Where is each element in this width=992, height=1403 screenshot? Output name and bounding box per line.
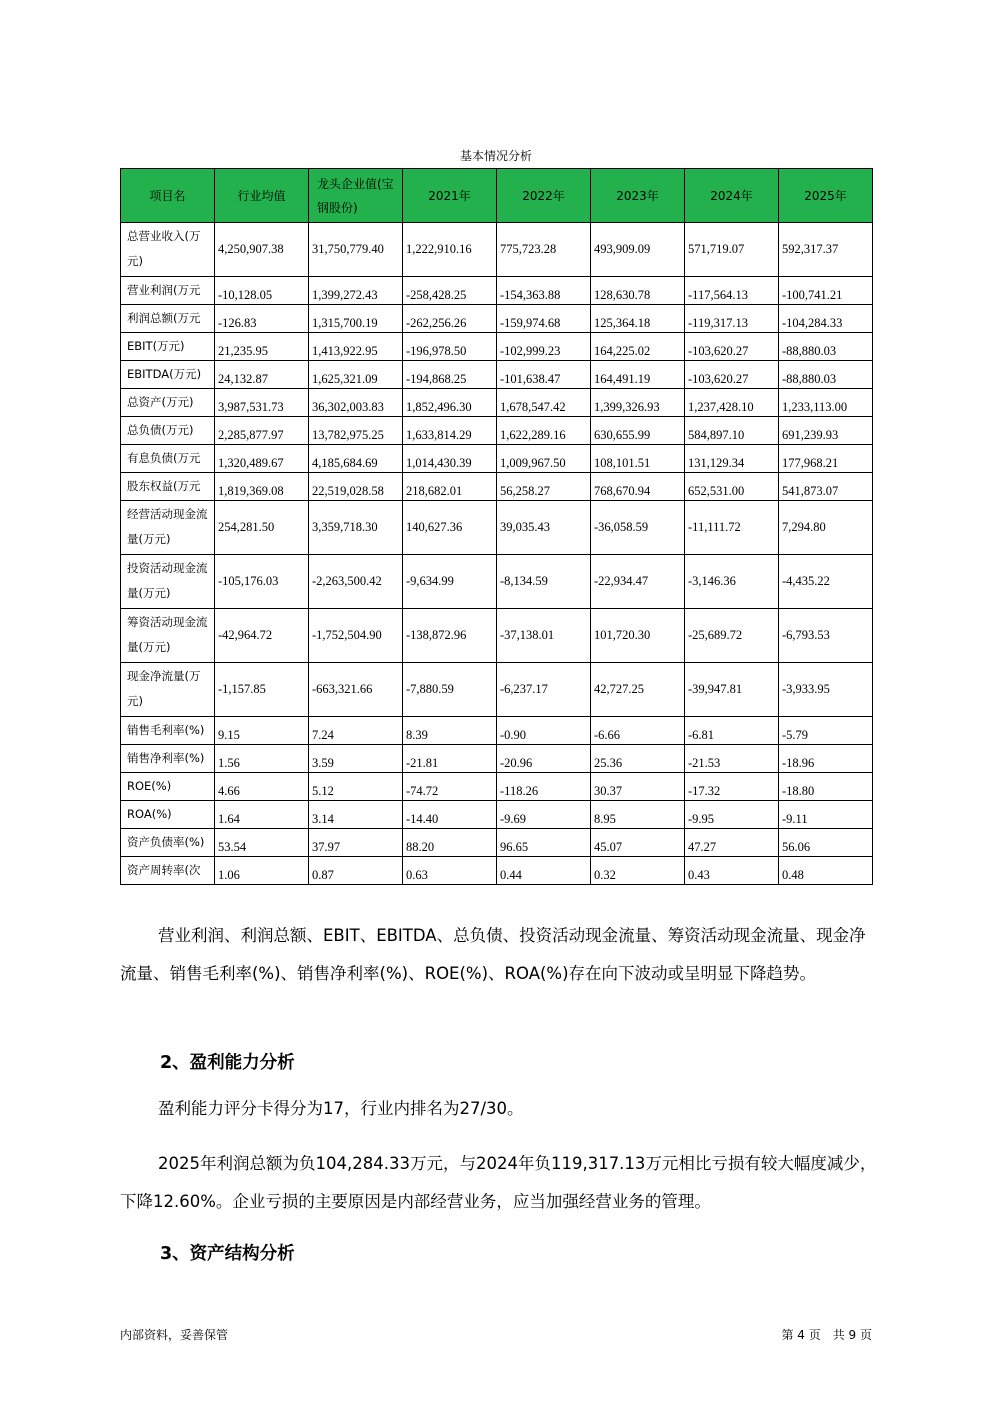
table-cell: 0.87 [309, 857, 403, 885]
table-cell: 1,320,489.67 [215, 445, 309, 473]
row-label: 总负债(万元) [121, 417, 215, 445]
table-header-row [121, 169, 873, 223]
row-label: 投资活动现金流量(万元) [121, 555, 215, 609]
table-cell: 53.54 [215, 829, 309, 857]
heading-asset-structure: 3、资产结构分析 [160, 1244, 295, 1264]
table-row [121, 717, 873, 745]
table-row [121, 333, 873, 361]
table-cell: 1,222,910.16 [403, 223, 497, 277]
table-cell: 9.15 [215, 717, 309, 745]
table-row [121, 417, 873, 445]
table-cell: 24,132.87 [215, 361, 309, 389]
row-label: 现金净流量(万元) [121, 663, 215, 717]
table-cell: -262,256.26 [403, 305, 497, 333]
table-row [121, 361, 873, 389]
table-cell: -104,284.33 [779, 305, 873, 333]
table-cell: -6.81 [685, 717, 779, 745]
row-label: 销售毛利率(%) [121, 717, 215, 745]
table-cell: 164,225.02 [591, 333, 685, 361]
row-label: 筹资活动现金流量(万元) [121, 609, 215, 663]
table-cell: -101,638.47 [497, 361, 591, 389]
table-cell: -138,872.96 [403, 609, 497, 663]
table-cell: -196,978.50 [403, 333, 497, 361]
table-cell: 1,315,700.19 [309, 305, 403, 333]
table-cell: 218,682.01 [403, 473, 497, 501]
table-cell: 584,897.10 [685, 417, 779, 445]
table-cell: -1,752,504.90 [309, 609, 403, 663]
table-cell: -9.69 [497, 801, 591, 829]
table-row [121, 609, 873, 663]
table-cell: -37,138.01 [497, 609, 591, 663]
table-cell: -663,321.66 [309, 663, 403, 717]
table-cell: -21.81 [403, 745, 497, 773]
table-cell: 4,185,684.69 [309, 445, 403, 473]
table-cell: 13,782,975.25 [309, 417, 403, 445]
column-header-0: 项目名 [121, 169, 215, 223]
table-cell: -9.95 [685, 801, 779, 829]
table-cell: 254,281.50 [215, 501, 309, 555]
profit-paragraph [120, 1145, 880, 1221]
table-row [121, 773, 873, 801]
table-cell: -88,880.03 [779, 361, 873, 389]
table-cell: 4,250,907.38 [215, 223, 309, 277]
table-cell: -10,128.05 [215, 277, 309, 305]
table-cell: 2,285,877.97 [215, 417, 309, 445]
column-header-5: 2023年 [591, 169, 685, 223]
row-label: 总营业收入(万元) [121, 223, 215, 277]
table-cell: 0.32 [591, 857, 685, 885]
table-cell: 652,531.00 [685, 473, 779, 501]
column-header-7: 2025年 [779, 169, 873, 223]
table-cell: 1,233,113.00 [779, 389, 873, 417]
table-cell: -18.80 [779, 773, 873, 801]
column-header-3: 2021年 [403, 169, 497, 223]
table-cell: -4,435.22 [779, 555, 873, 609]
row-label: EBIT(万元) [121, 333, 215, 361]
column-header-6: 2024年 [685, 169, 779, 223]
table-cell: 3.59 [309, 745, 403, 773]
table-cell: 1,622,289.16 [497, 417, 591, 445]
table-cell: -8,134.59 [497, 555, 591, 609]
table-cell: 0.43 [685, 857, 779, 885]
trend-paragraph [120, 917, 880, 993]
table-cell: 21,235.95 [215, 333, 309, 361]
table-row [121, 555, 873, 609]
row-label: 销售净利率(%) [121, 745, 215, 773]
table-cell: -154,363.88 [497, 277, 591, 305]
table-cell: -2,263,500.42 [309, 555, 403, 609]
table-cell: -118.26 [497, 773, 591, 801]
table-cell: 1,237,428.10 [685, 389, 779, 417]
table-cell: -159,974.68 [497, 305, 591, 333]
table-cell: 8.95 [591, 801, 685, 829]
table-cell: 1,413,922.95 [309, 333, 403, 361]
table-cell: 1,633,814.29 [403, 417, 497, 445]
table-cell: -7,880.59 [403, 663, 497, 717]
table-cell: 1,625,321.09 [309, 361, 403, 389]
row-label: ROE(%) [121, 773, 215, 801]
table-cell: 0.63 [403, 857, 497, 885]
table-row [121, 305, 873, 333]
table-cell: -25,689.72 [685, 609, 779, 663]
table-cell: 56,258.27 [497, 473, 591, 501]
table-cell: 140,627.36 [403, 501, 497, 555]
table-cell: -14.40 [403, 801, 497, 829]
table-cell: 108,101.51 [591, 445, 685, 473]
table-cell: 1.64 [215, 801, 309, 829]
table-cell: 56.06 [779, 829, 873, 857]
trend-text: 营业利润、利润总额、EBIT、EBITDA、总负债、投资活动现金流量、筹资活动现金流量、现金净流量、销售毛利率(%)、销售净利率(%)、ROE(%)、ROA(%)存在向下波动或呈明显下降趋势。 [120, 926, 866, 983]
table-cell: 101,720.30 [591, 609, 685, 663]
table-cell: 592,317.37 [779, 223, 873, 277]
table-cell: 4.66 [215, 773, 309, 801]
table-cell: -9.11 [779, 801, 873, 829]
column-header-4: 2022年 [497, 169, 591, 223]
table-row [121, 445, 873, 473]
table-row [121, 501, 873, 555]
row-label: 有息负债(万元 [121, 445, 215, 473]
table-row [121, 223, 873, 277]
table-cell: 768,670.94 [591, 473, 685, 501]
score-text: 盈利能力评分卡得分为17，行业内排名为27/30。 [158, 1099, 524, 1118]
column-header-1: 行业均值 [215, 169, 309, 223]
row-label: 总资产(万元) [121, 389, 215, 417]
table-cell: 1,819,369.08 [215, 473, 309, 501]
table-cell: 39,035.43 [497, 501, 591, 555]
table-cell: 1,014,430.39 [403, 445, 497, 473]
table-cell: 3.14 [309, 801, 403, 829]
table-cell: -258,428.25 [403, 277, 497, 305]
table-row [121, 745, 873, 773]
table-cell: 128,630.78 [591, 277, 685, 305]
table-cell: -102,999.23 [497, 333, 591, 361]
table-cell: -103,620.27 [685, 333, 779, 361]
table-cell: -3,933.95 [779, 663, 873, 717]
score-paragraph [120, 1090, 880, 1128]
table-cell: -6.66 [591, 717, 685, 745]
footer-page-number: 第 4 页 共 9 页 [781, 1328, 872, 1342]
table-cell: -6,793.53 [779, 609, 873, 663]
row-label: 营业利润(万元 [121, 277, 215, 305]
table-cell: 8.39 [403, 717, 497, 745]
table-cell: 47.27 [685, 829, 779, 857]
table-cell: -17.32 [685, 773, 779, 801]
table-cell: 42,727.25 [591, 663, 685, 717]
row-label: 利润总额(万元 [121, 305, 215, 333]
table-cell: 1,009,967.50 [497, 445, 591, 473]
table-cell: -74.72 [403, 773, 497, 801]
table-cell: -194,868.25 [403, 361, 497, 389]
table-cell: -20.96 [497, 745, 591, 773]
table-cell: 571,719.07 [685, 223, 779, 277]
table-body [121, 223, 873, 885]
table-row [121, 473, 873, 501]
table-cell: 7,294.80 [779, 501, 873, 555]
heading-profitability: 2、盈利能力分析 [160, 1053, 295, 1073]
row-label: 经营活动现金流量(万元) [121, 501, 215, 555]
table-cell: -22,934.47 [591, 555, 685, 609]
table-cell: 36,302,003.83 [309, 389, 403, 417]
table-cell: -39,947.81 [685, 663, 779, 717]
table-cell: -103,620.27 [685, 361, 779, 389]
table-cell: 0.48 [779, 857, 873, 885]
table-cell: 691,239.93 [779, 417, 873, 445]
table-cell: -119,317.13 [685, 305, 779, 333]
row-label: EBITDA(万元) [121, 361, 215, 389]
row-label: 资产负债率(%) [121, 829, 215, 857]
table-cell: 0.44 [497, 857, 591, 885]
basic-analysis-table [120, 168, 873, 885]
table-row [121, 829, 873, 857]
table-cell: 775,723.28 [497, 223, 591, 277]
table-cell: 7.24 [309, 717, 403, 745]
table-cell: -6,237.17 [497, 663, 591, 717]
table-cell: 1,399,326.93 [591, 389, 685, 417]
table-row [121, 389, 873, 417]
table-cell: 1,678,547.42 [497, 389, 591, 417]
table-cell: -18.96 [779, 745, 873, 773]
table-cell: 5.12 [309, 773, 403, 801]
column-header-2: 龙头企业值(宝钢股份) [309, 169, 403, 223]
table-cell: -42,964.72 [215, 609, 309, 663]
table-cell: 25.36 [591, 745, 685, 773]
table-cell: 125,364.18 [591, 305, 685, 333]
table-cell: 31,750,779.40 [309, 223, 403, 277]
table-cell: -100,741.21 [779, 277, 873, 305]
footer-left: 内部资料，妥善保管 [120, 1328, 229, 1342]
table-cell: 630,655.99 [591, 417, 685, 445]
row-label: 股东权益(万元 [121, 473, 215, 501]
table-cell: -105,176.03 [215, 555, 309, 609]
table-cell: 1.56 [215, 745, 309, 773]
table-caption: 基本情况分析 [459, 149, 532, 163]
table-cell: 96.65 [497, 829, 591, 857]
table-cell: -126.83 [215, 305, 309, 333]
table-cell: 22,519,028.58 [309, 473, 403, 501]
table-row [121, 801, 873, 829]
table-cell: -9,634.99 [403, 555, 497, 609]
table-cell: 30.37 [591, 773, 685, 801]
table-row [121, 857, 873, 885]
table-cell: -3,146.36 [685, 555, 779, 609]
table-cell: -21.53 [685, 745, 779, 773]
table-row [121, 277, 873, 305]
table-cell: 1,852,496.30 [403, 389, 497, 417]
table-cell: 164,491.19 [591, 361, 685, 389]
table-cell: 541,873.07 [779, 473, 873, 501]
table-cell: 177,968.21 [779, 445, 873, 473]
table-cell: 1.06 [215, 857, 309, 885]
table-cell: 1,399,272.43 [309, 277, 403, 305]
table-row [121, 663, 873, 717]
table-cell: -88,880.03 [779, 333, 873, 361]
table-cell: -5.79 [779, 717, 873, 745]
table-cell: 493,909.09 [591, 223, 685, 277]
table-cell: 37.97 [309, 829, 403, 857]
table-cell: -11,111.72 [685, 501, 779, 555]
table-cell: 45.07 [591, 829, 685, 857]
table-cell: -36,058.59 [591, 501, 685, 555]
profit-text: 2025年利润总额为负104,284.33万元，与2024年负119,317.13万元相比亏损有较大幅度减少，下降12.60%。企业亏损的主要原因是内部经营业务，应当加强经营业务的管理。 [120, 1154, 877, 1211]
table-cell: 88.20 [403, 829, 497, 857]
table-cell: 131,129.34 [685, 445, 779, 473]
table-cell: -117,564.13 [685, 277, 779, 305]
row-label: ROA(%) [121, 801, 215, 829]
table-cell: -1,157.85 [215, 663, 309, 717]
table-cell: 3,987,531.73 [215, 389, 309, 417]
table-cell: -0.90 [497, 717, 591, 745]
table-cell: 3,359,718.30 [309, 501, 403, 555]
row-label: 资产周转率(次 [121, 857, 215, 885]
